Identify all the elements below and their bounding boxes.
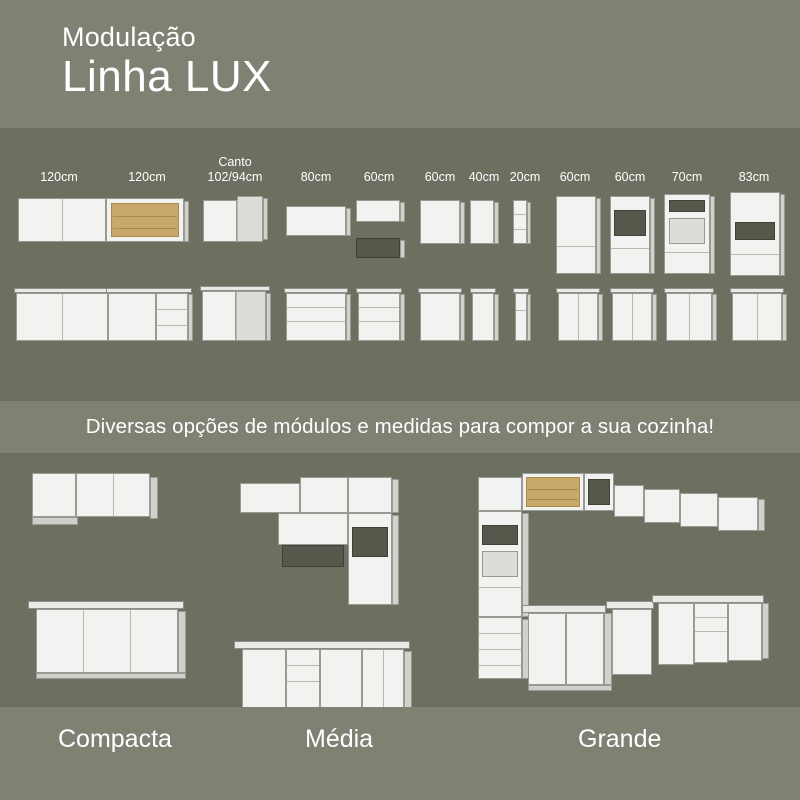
kitchen-label-media: Média [305,725,374,753]
module-size-labels [0,128,800,188]
module-label: 120cm [40,170,78,184]
module-label: Canto [218,155,252,169]
module-label: 80cm [300,170,332,184]
module-label: 20cm [509,170,541,184]
footer-band [0,707,800,800]
module-label: 60cm [424,170,456,184]
tagline-text: Diversas opções de módulos e medidas para compor a sua cozinha! [85,415,715,438]
module-label: 70cm [671,170,703,184]
kitchen-label-grande: Grande [578,725,662,753]
module-open-shelf-60 [356,238,400,258]
module-label: 60cm [559,170,591,184]
page-kicker: Modulação [62,22,196,52]
module-label: 60cm [614,170,646,184]
module-label: 40cm [468,170,500,184]
header-band [0,0,800,128]
kitchens-band [0,453,800,707]
kitchen-label-compacta: Compacta [58,725,172,753]
tagline-band [0,401,800,453]
modules-band [0,128,800,401]
page-title: Linha LUX [62,52,272,101]
module-label: 102/94cm [207,170,263,184]
module-label: 83cm [738,170,770,184]
module-label: 120cm [128,170,166,184]
module-label: 60cm [363,170,395,184]
